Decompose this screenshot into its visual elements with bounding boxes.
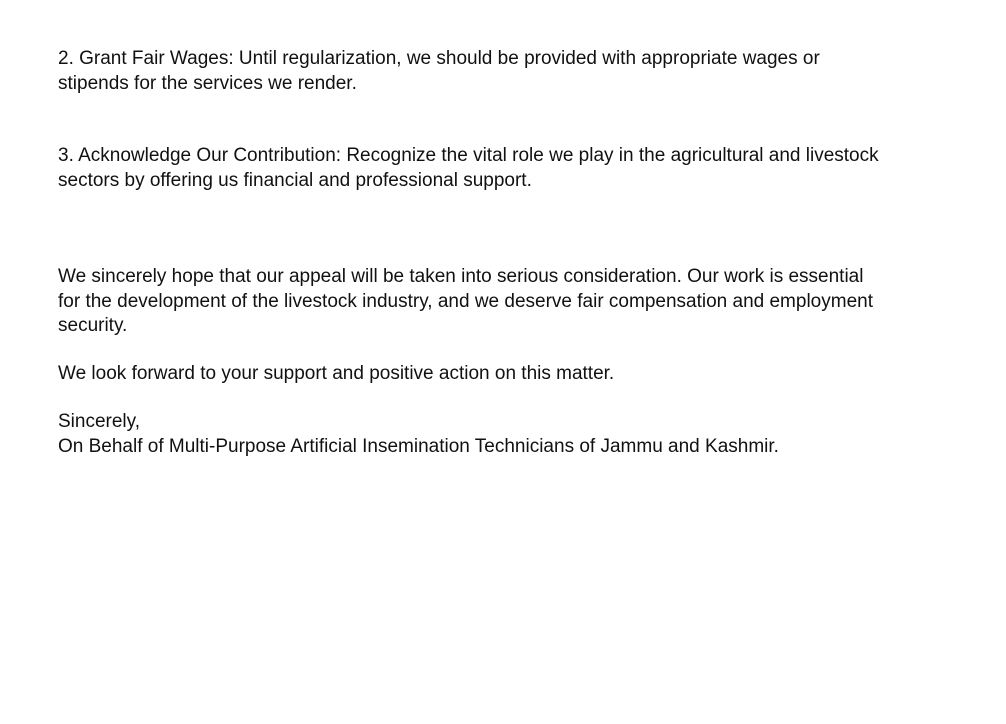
point-wages-line-2: stipends for the services we render. (58, 72, 357, 94)
point-wages-line-1: 2. Grant Fair Wages: Until regularization, we should be provided with appropriate wages or (58, 48, 820, 69)
closing-block (58, 410, 958, 459)
point-ack-line-1: 3. Acknowledge Our Contribution: Recognize the vital role we play in the agricultural and livestock (58, 145, 879, 166)
hope-line-3: security. (58, 315, 128, 336)
closing-salutation: Sincerely, (58, 411, 141, 432)
closing-signatory: On Behalf of Multi-Purpose Artificial Insemination Technicians of Jammu and Kashmir. (58, 435, 779, 457)
point-acknowledge-contribution (58, 144, 958, 193)
hope-paragraph (58, 265, 958, 339)
point-grant-fair-wages (58, 47, 958, 96)
look-forward-paragraph (58, 362, 958, 387)
point-ack-line-2: sectors by offering us financial and professional support. (58, 169, 532, 191)
hope-line-2: for the development of the livestock industry, and we deserve fair compensation and employment (58, 290, 873, 312)
hope-line-1: We sincerely hope that our appeal will be taken into serious consideration. Our work is essential (58, 266, 864, 287)
look-forward-line: We look forward to your support and positive action on this matter. (58, 363, 615, 384)
